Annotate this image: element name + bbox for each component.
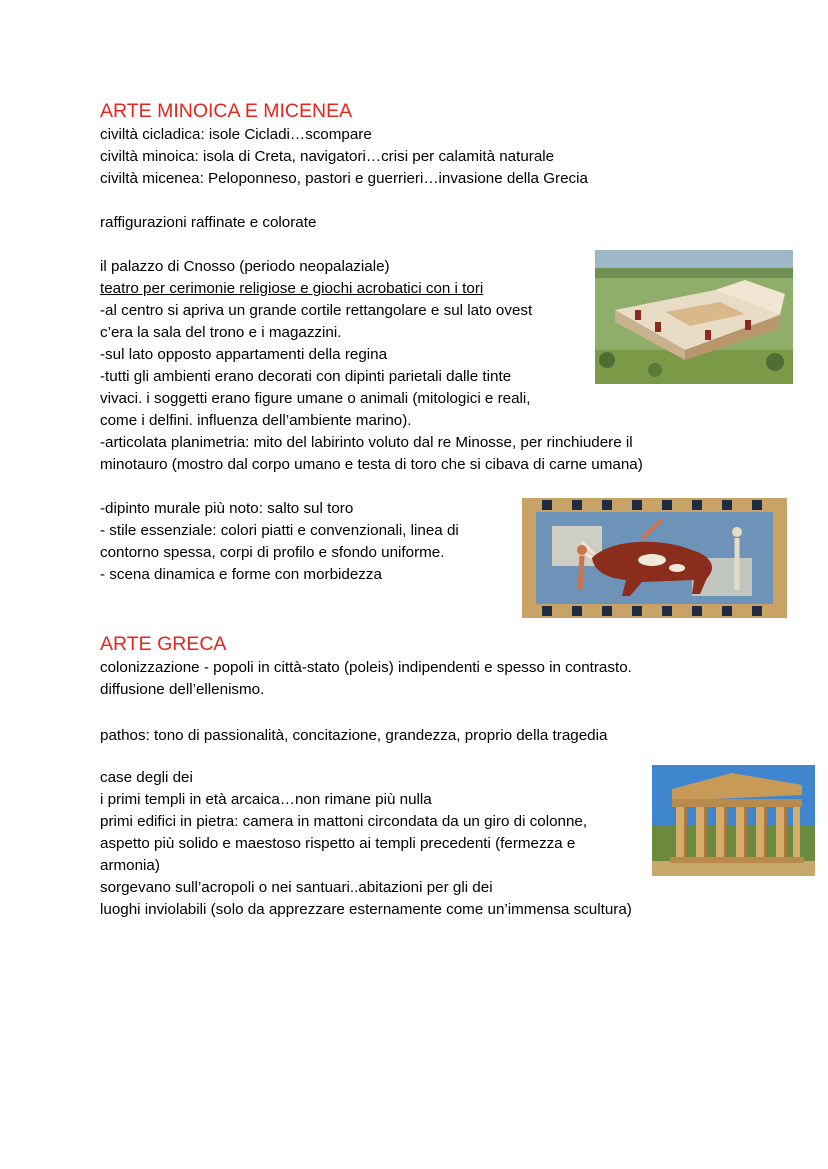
temple-line: i primi templi in età arcaica…non rimane più nulla: [100, 791, 432, 808]
palace-line: come i delfini. influenza dell’ambiente marino).: [100, 412, 412, 429]
art-note: raffigurazioni raffinate e colorate: [100, 214, 317, 231]
palace-line: minotauro (mostro dal corpo umano e testa di toro che si cibava di carne umana): [100, 456, 643, 473]
palace-line: -articolata planimetria: mito del labirinto voluto dal re Minosse, per rinchiudere il: [100, 434, 633, 451]
fresco-line: - stile essenziale: colori piatti e convenzionali, linea di: [100, 522, 459, 539]
temple-line: sorgevano sull’acropoli o nei santuari..abitazioni per gli dei: [100, 879, 493, 896]
temple-line: armonia): [100, 857, 160, 874]
temple-line: luoghi inviolabili (solo da apprezzare esternamente come un’immensa scultura): [100, 901, 632, 918]
temple-line: primi edifici in pietra: camera in mattoni circondata da un giro di colonne,: [100, 813, 588, 830]
section-heading-minoan: ARTE MINOICA E MICENEA: [100, 100, 353, 122]
fresco-line: contorno spessa, corpi di profilo e sfondo uniforme.: [100, 544, 445, 561]
civ-line: civiltà micenea: Peloponneso, pastori e guerrieri…invasione della Grecia: [100, 170, 588, 187]
section-heading-greek: ARTE GRECA: [100, 633, 227, 655]
palace-line: c’era la sala del trono e i magazzini.: [100, 324, 342, 341]
palace-line: vivaci. i soggetti erano figure umane o animali (mitologici e reali,: [100, 390, 531, 407]
knossos-palace-image: [595, 250, 793, 384]
temple-line: case degli dei: [100, 769, 193, 786]
greek-intro-line: colonizzazione - popoli in città-stato (poleis) indipendenti e spesso in contrasto.: [100, 659, 632, 676]
civ-line: civiltà minoica: isola di Creta, navigatori…crisi per calamità naturale: [100, 148, 555, 165]
palace-title: il palazzo di Cnosso (periodo neopalaziale): [100, 258, 390, 275]
pathos-line: pathos: tono di passionalità, concitazione, grandezza, proprio della tragedia: [100, 727, 608, 744]
palace-line: -tutti gli ambienti erano decorati con dipinti parietali dalle tinte: [100, 368, 512, 385]
fresco-line: - scena dinamica e forme con morbidezza: [100, 566, 382, 583]
palace-line: -sul lato opposto appartamenti della regina: [100, 346, 388, 363]
palace-line: -al centro si apriva un grande cortile rettangolare e sul lato ovest: [100, 302, 533, 319]
greek-intro-line: diffusione dell’ellenismo.: [100, 681, 265, 698]
bull-leaping-fresco-image: [522, 498, 787, 618]
fresco-line: -dipinto murale più noto: salto sul toro: [100, 500, 354, 517]
palace-subtitle: teatro per cerimonie religiose e giochi acrobatici con i tori: [100, 280, 484, 297]
civ-line: civiltà cicladica: isole Cicladi…scompare: [100, 126, 372, 143]
greek-temple-image: [652, 765, 815, 876]
temple-line: aspetto più solido e maestoso rispetto ai templi precedenti (fermezza e: [100, 835, 576, 852]
